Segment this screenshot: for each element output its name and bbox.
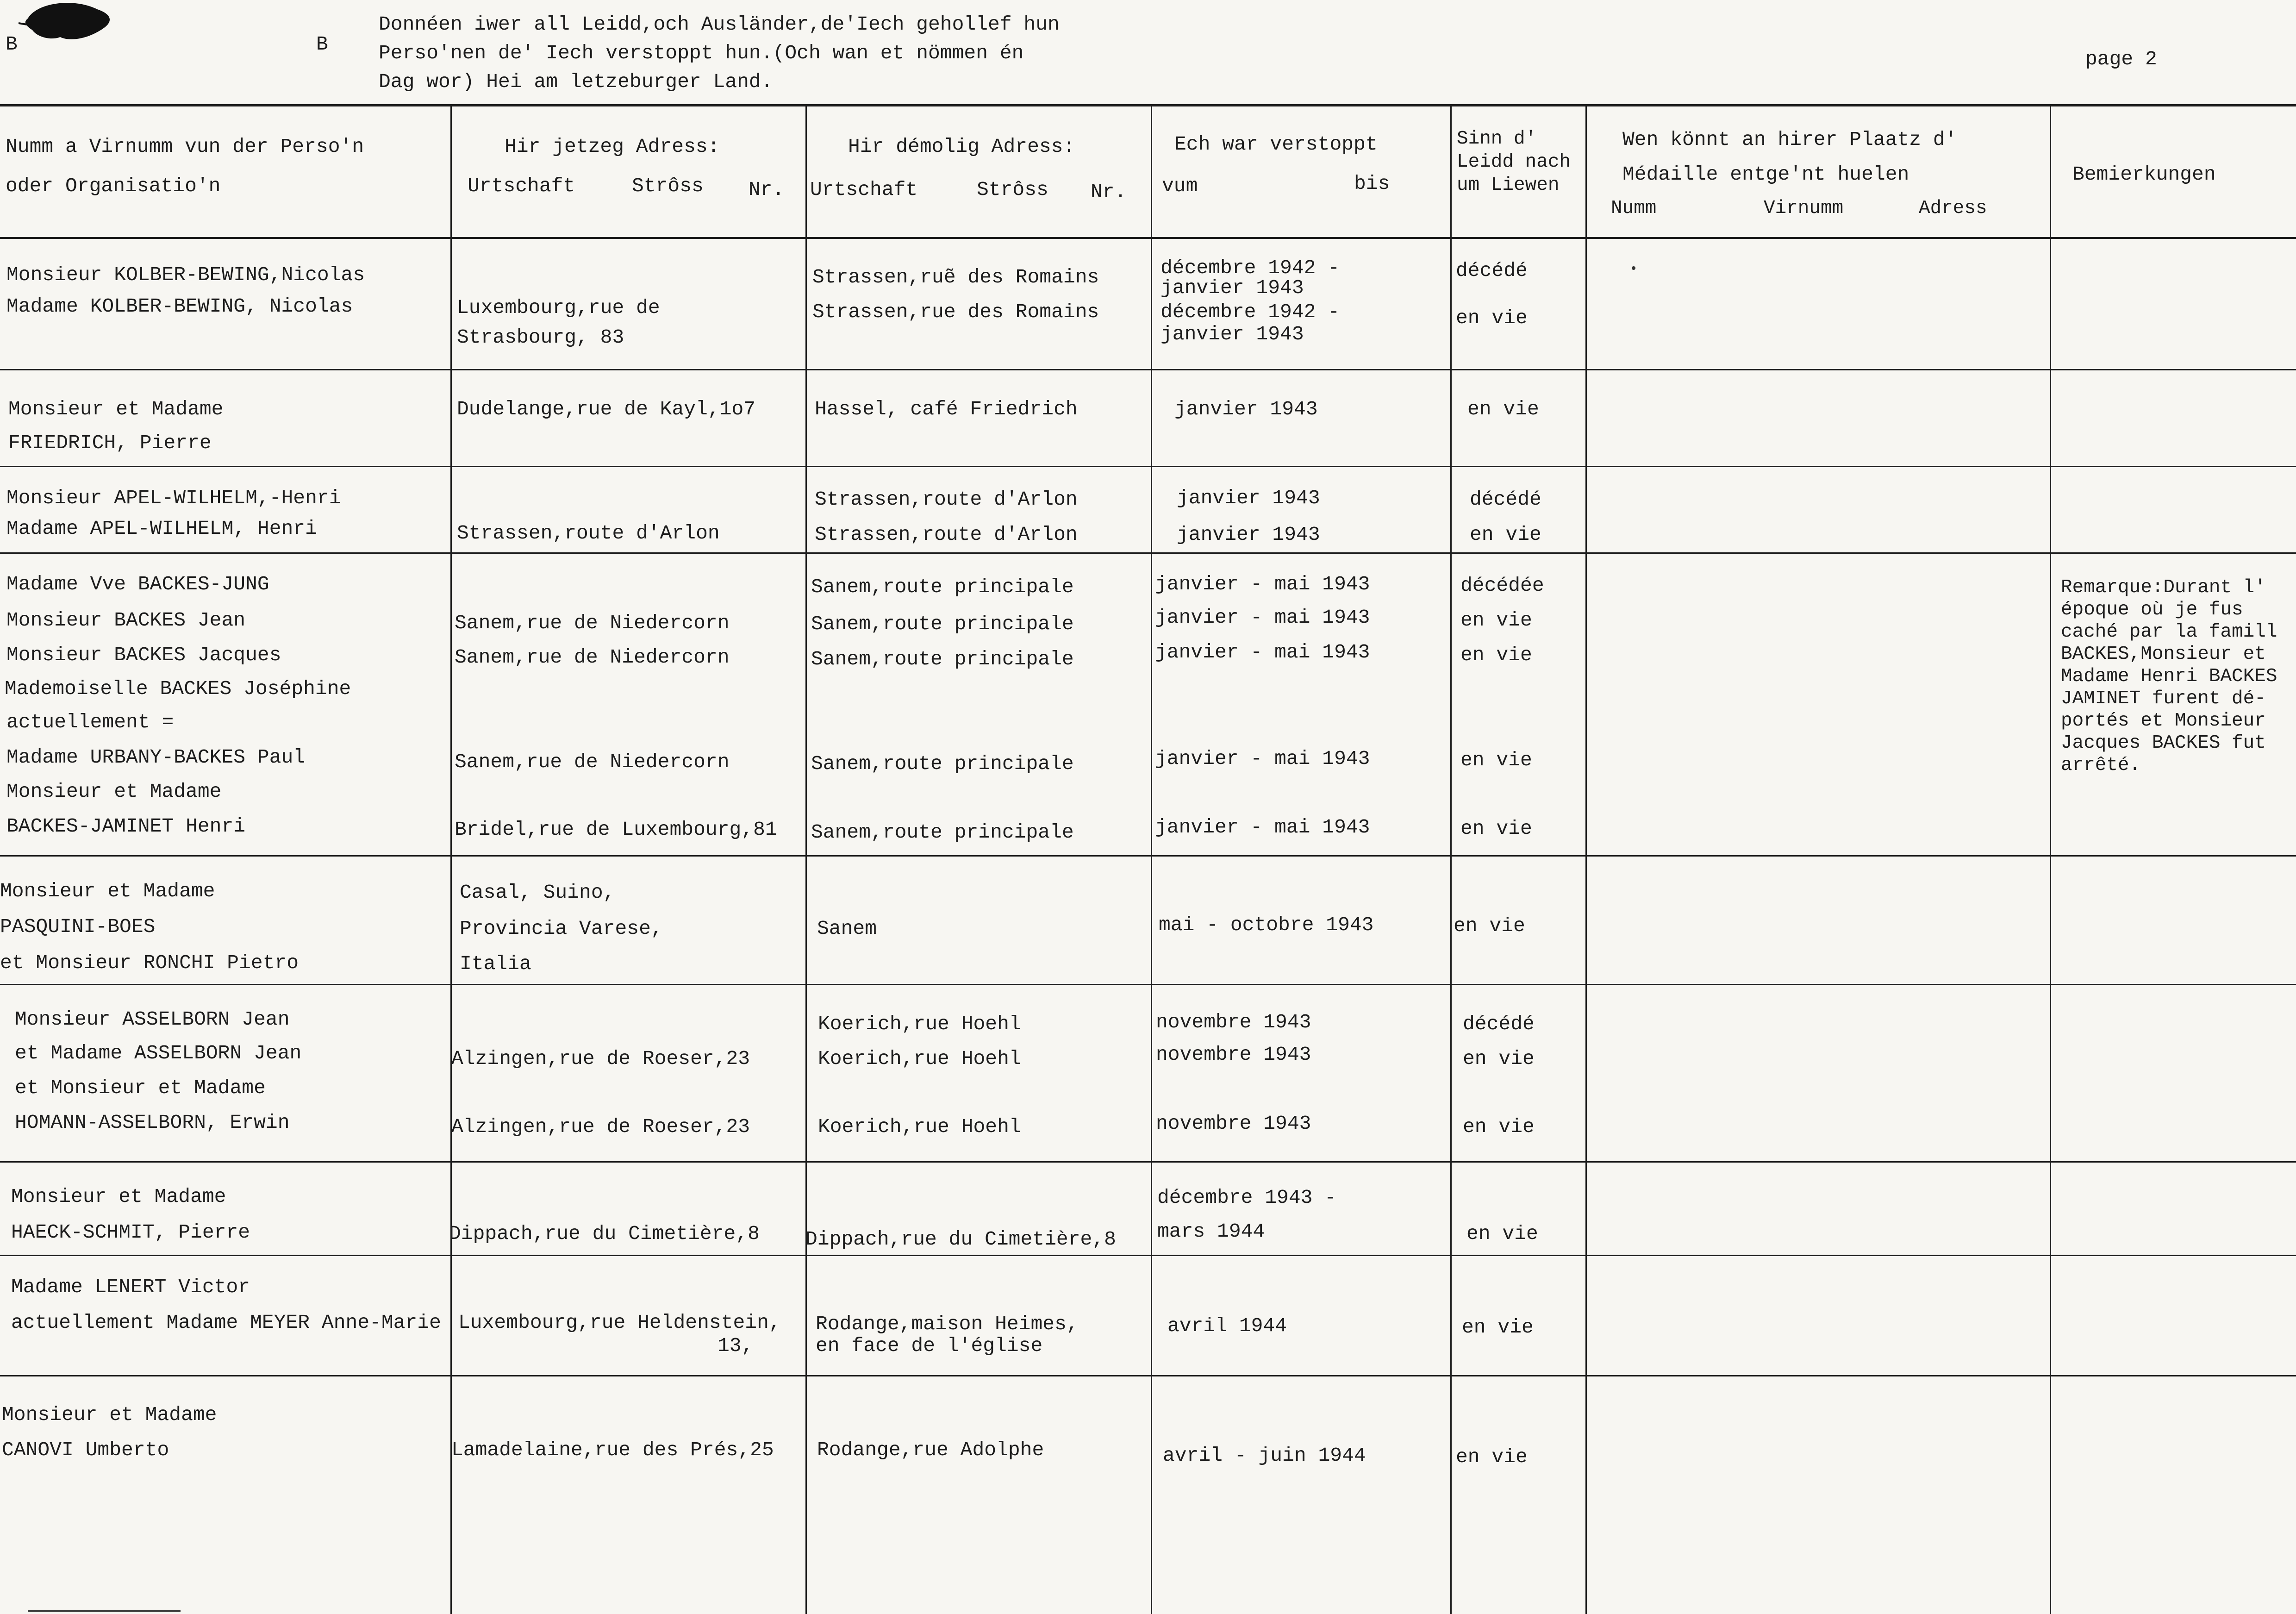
stray-dash <box>28 1610 181 1612</box>
ink-blot-icon <box>19 0 116 43</box>
intro-text: Donnéen iwer all Leidd,och Ausländer,de'Iech gehollef hun Perso'nen de' Iech verstoppt hun.(Och wan et nömmen én Dag wor) Hei am letzeburger Land. <box>379 13 1060 93</box>
header-code-left: B <box>6 33 18 56</box>
header-code-middle: B <box>316 33 328 56</box>
page-number: page 2 <box>2085 48 2157 70</box>
remark-note: Remarque:Durant l' époque où je fus caché par la famill BACKES,Monsieur et Madame Henri BACKES JAMINET furent dé- portés et Monsieur Jacques BACKES fut arrêté. <box>2061 577 2277 776</box>
stray-dot <box>1632 266 1635 270</box>
